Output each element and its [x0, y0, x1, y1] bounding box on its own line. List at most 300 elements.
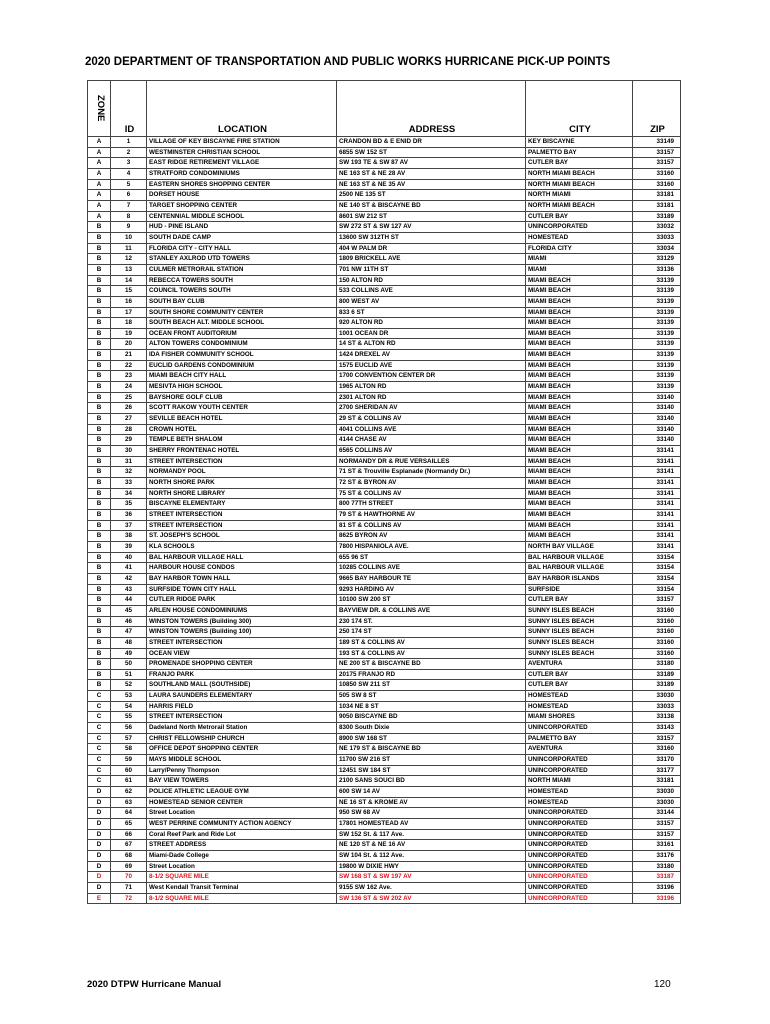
zone-header: ZONE — [88, 81, 111, 137]
zone-cell: B — [88, 616, 111, 627]
id-cell: 10 — [111, 232, 147, 243]
location-cell: STREET INTERSECTION — [147, 637, 337, 648]
zone-cell: B — [88, 243, 111, 254]
zone-cell: B — [88, 584, 111, 595]
id-cell: 69 — [111, 861, 147, 872]
location-cell: BAY HARBOR TOWN HALL — [147, 573, 337, 584]
location-cell: EAST RIDGE RETIREMENT VILLAGE — [147, 158, 337, 169]
id-cell: 42 — [111, 573, 147, 584]
location-cell: NORTH SHORE LIBRARY — [147, 488, 337, 499]
address-cell: NE 163 ST & NE 28 AV — [337, 168, 526, 179]
location-cell: SOUTH DADE CAMP — [147, 232, 337, 243]
zone-cell: B — [88, 627, 111, 638]
zone-cell: B — [88, 467, 111, 478]
zip-cell: 33141 — [633, 541, 681, 552]
zone-cell: B — [88, 339, 111, 350]
location-cell: WESTMINSTER CHRISTIAN SCHOOL — [147, 147, 337, 158]
city-cell: UNINCORPORATED — [526, 840, 633, 851]
location-cell: VILLAGE OF KEY BISCAYNE FIRE STATION — [147, 137, 337, 148]
address-cell: NE 120 ST & NE 16 AV — [337, 840, 526, 851]
zone-cell: D — [88, 819, 111, 830]
id-cell: 24 — [111, 382, 147, 393]
address-cell: 2700 SHERIDAN AV — [337, 403, 526, 414]
id-cell: 64 — [111, 808, 147, 819]
table-row — [88, 616, 681, 627]
zone-cell: B — [88, 637, 111, 648]
location-cell: ST. JOSEPH'S SCHOOL — [147, 531, 337, 542]
id-cell: 17 — [111, 307, 147, 318]
table-row — [88, 840, 681, 851]
address-cell: 2500 NE 135 ST — [337, 190, 526, 201]
city-cell: AVENTURA — [526, 659, 633, 670]
address-cell: 10850 SW 211 ST — [337, 680, 526, 691]
city-cell: MIAMI BEACH — [526, 360, 633, 371]
city-cell: MIAMI BEACH — [526, 318, 633, 329]
address-cell: 9155 SW 162 Ave. — [337, 882, 526, 893]
address-cell: 1034 NE 8 ST — [337, 701, 526, 712]
zip-cell: 33139 — [633, 296, 681, 307]
address-cell: 505 SW 8 ST — [337, 691, 526, 702]
location-cell: 8-1/2 SQUARE MILE — [147, 872, 337, 883]
id-cell: 68 — [111, 850, 147, 861]
address-cell: 20175 FRANJO RD — [337, 669, 526, 680]
id-cell: 5 — [111, 179, 147, 190]
page-title: 2020 DEPARTMENT OF TRANSPORTATION AND PUBLIC WORKS HURRICANE PICK-UP POINTS — [85, 56, 611, 68]
zone-cell: B — [88, 403, 111, 414]
address-cell: 833 6 ST — [337, 307, 526, 318]
city-cell: MIAMI BEACH — [526, 531, 633, 542]
city-cell: MIAMI BEACH — [526, 371, 633, 382]
address-cell: SW 104 St. & 112 Ave. — [337, 850, 526, 861]
city-cell: MIAMI BEACH — [526, 467, 633, 478]
table-row — [88, 541, 681, 552]
address-cell: 12451 SW 184 ST — [337, 765, 526, 776]
zip-cell: 33154 — [633, 573, 681, 584]
address-cell: 8300 South Dixie — [337, 723, 526, 734]
city-cell: MIAMI BEACH — [526, 414, 633, 425]
location-cell: SOUTH BAY CLUB — [147, 296, 337, 307]
zip-cell: 33187 — [633, 872, 681, 883]
id-cell: 22 — [111, 360, 147, 371]
id-cell: 63 — [111, 797, 147, 808]
table-row — [88, 350, 681, 361]
table-row — [88, 850, 681, 861]
address-cell: 4041 COLLINS AVE — [337, 424, 526, 435]
zone-cell: B — [88, 435, 111, 446]
table-row — [88, 765, 681, 776]
location-cell: NORMANDY POOL — [147, 467, 337, 478]
address-cell: 189 ST & COLLINS AV — [337, 637, 526, 648]
id-cell: 45 — [111, 605, 147, 616]
address-cell: 75 ST & COLLINS AV — [337, 488, 526, 499]
id-cell: 66 — [111, 829, 147, 840]
location-cell: COUNCIL TOWERS SOUTH — [147, 286, 337, 297]
id-cell: 40 — [111, 552, 147, 563]
zip-cell: 33141 — [633, 456, 681, 467]
zip-cell: 33160 — [633, 627, 681, 638]
zone-cell: B — [88, 488, 111, 499]
zip-cell: 33181 — [633, 200, 681, 211]
zone-cell: C — [88, 776, 111, 787]
id-cell: 47 — [111, 627, 147, 638]
location-cell: 8-1/2 SQUARE MILE — [147, 893, 337, 904]
location-cell: IDA FISHER COMMUNITY SCHOOL — [147, 350, 337, 361]
location-cell: SOUTH BEACH ALT. MIDDLE SCHOOL — [147, 318, 337, 329]
address-cell: 533 COLLINS AVE — [337, 286, 526, 297]
city-cell: NORTH MIAMI BEACH — [526, 168, 633, 179]
address-cell: 6855 SW 152 ST — [337, 147, 526, 158]
table-row — [88, 467, 681, 478]
zip-cell: 33129 — [633, 254, 681, 265]
table-header-row — [88, 81, 681, 137]
location-cell: SCOTT RAKOW YOUTH CENTER — [147, 403, 337, 414]
id-cell: 34 — [111, 488, 147, 499]
address-cell: 71 ST & Trouville Esplanade (Normandy Dr.) — [337, 467, 526, 478]
address-cell: 6565 COLLINS AV — [337, 446, 526, 457]
zip-cell: 33189 — [633, 680, 681, 691]
id-cell: 65 — [111, 819, 147, 830]
zip-cell: 33139 — [633, 328, 681, 339]
location-cell: CULMER METRORAIL STATION — [147, 264, 337, 275]
address-cell: SW 193 TE & SW 87 AV — [337, 158, 526, 169]
zip-cell: 33139 — [633, 339, 681, 350]
id-cell: 54 — [111, 701, 147, 712]
table-row — [88, 584, 681, 595]
city-cell: UNINCORPORATED — [526, 882, 633, 893]
address-cell: 655 96 ST — [337, 552, 526, 563]
id-cell: 20 — [111, 339, 147, 350]
location-cell: EASTERN SHORES SHOPPING CENTER — [147, 179, 337, 190]
zip-cell: 33144 — [633, 808, 681, 819]
zip-cell: 33161 — [633, 840, 681, 851]
zone-cell: D — [88, 861, 111, 872]
zone-cell: A — [88, 179, 111, 190]
address-cell: 230 174 ST. — [337, 616, 526, 627]
city-cell: CUTLER BAY — [526, 158, 633, 169]
zone-cell: B — [88, 264, 111, 275]
zip-cell: 33154 — [633, 563, 681, 574]
location-cell: PROMENADE SHOPPING CENTER — [147, 659, 337, 670]
table-row — [88, 872, 681, 883]
id-cell: 62 — [111, 787, 147, 798]
location-cell: CHRIST FELLOWSHIP CHURCH — [147, 733, 337, 744]
zip-cell: 33160 — [633, 179, 681, 190]
address-cell: NE 200 ST & BISCAYNE BD — [337, 659, 526, 670]
table-row — [88, 552, 681, 563]
address-cell: 29 ST & COLLINS AV — [337, 414, 526, 425]
table-row — [88, 254, 681, 265]
table-row — [88, 360, 681, 371]
zip-cell: 33157 — [633, 158, 681, 169]
zone-cell: B — [88, 446, 111, 457]
address-cell: 404 W PALM DR — [337, 243, 526, 254]
zip-cell: 33157 — [633, 733, 681, 744]
zip-cell: 33157 — [633, 829, 681, 840]
zone-cell: D — [88, 872, 111, 883]
zip-cell: 33033 — [633, 701, 681, 712]
address-cell: NE 140 ST & BISCAYNE BD — [337, 200, 526, 211]
table-row — [88, 296, 681, 307]
city-cell: UNINCORPORATED — [526, 723, 633, 734]
location-cell: Coral Reef Park and Ride Lot — [147, 829, 337, 840]
zone-cell: A — [88, 158, 111, 169]
table-row — [88, 137, 681, 148]
city-cell: MIAMI BEACH — [526, 392, 633, 403]
city-cell: NORTH MIAMI — [526, 776, 633, 787]
id-cell: 60 — [111, 765, 147, 776]
zip-cell: 33139 — [633, 275, 681, 286]
address-cell: NORMANDY DR & RUE VERSAILLES — [337, 456, 526, 467]
id-cell: 44 — [111, 595, 147, 606]
zone-cell: A — [88, 147, 111, 158]
zip-cell: 33030 — [633, 787, 681, 798]
city-cell: MIAMI SHORES — [526, 712, 633, 723]
zip-cell: 33141 — [633, 467, 681, 478]
location-cell: WINSTON TOWERS (Building 100) — [147, 627, 337, 638]
id-cell: 25 — [111, 392, 147, 403]
zip-cell: 33157 — [633, 147, 681, 158]
table-row — [88, 882, 681, 893]
table-row — [88, 648, 681, 659]
city-cell: MIAMI BEACH — [526, 339, 633, 350]
city-cell: MIAMI BEACH — [526, 328, 633, 339]
address-cell: 9050 BISCAYNE BD — [337, 712, 526, 723]
city-cell: MIAMI BEACH — [526, 275, 633, 286]
location-cell: KLA SCHOOLS — [147, 541, 337, 552]
address-cell: 2100 SANS SOUCI BD — [337, 776, 526, 787]
zone-cell: B — [88, 222, 111, 233]
address-cell: 920 ALTON RD — [337, 318, 526, 329]
id-cell: 3 — [111, 158, 147, 169]
location-cell: FLORIDA CITY - CITY HALL — [147, 243, 337, 254]
table-row — [88, 595, 681, 606]
city-cell: MIAMI BEACH — [526, 435, 633, 446]
id-cell: 11 — [111, 243, 147, 254]
pickup-points-table — [87, 80, 681, 904]
zip-cell: 33034 — [633, 243, 681, 254]
table-row — [88, 637, 681, 648]
city-cell: FLORIDA CITY — [526, 243, 633, 254]
zip-cell: 33141 — [633, 446, 681, 457]
table-row — [88, 232, 681, 243]
id-cell: 56 — [111, 723, 147, 734]
zone-cell: C — [88, 744, 111, 755]
id-cell: 61 — [111, 776, 147, 787]
zone-cell: B — [88, 531, 111, 542]
location-cell: STREET INTERSECTION — [147, 509, 337, 520]
address-cell: 72 ST & BYRON AV — [337, 478, 526, 489]
city-cell: UNINCORPORATED — [526, 850, 633, 861]
zone-cell: B — [88, 286, 111, 297]
zip-cell: 33140 — [633, 435, 681, 446]
id-cell: 57 — [111, 733, 147, 744]
zone-cell: B — [88, 350, 111, 361]
id-cell: 58 — [111, 744, 147, 755]
zone-cell: B — [88, 659, 111, 670]
address-cell: 7800 HISPANIOLA AVE. — [337, 541, 526, 552]
location-cell: BAY VIEW TOWERS — [147, 776, 337, 787]
address-cell: 1809 BRICKELL AVE — [337, 254, 526, 265]
zone-cell: B — [88, 552, 111, 563]
address-cell: 150 ALTON RD — [337, 275, 526, 286]
table-row — [88, 243, 681, 254]
zip-cell: 33139 — [633, 371, 681, 382]
location-cell: BISCAYNE ELEMENTARY — [147, 499, 337, 510]
table-row — [88, 680, 681, 691]
location-cell: STANLEY AXLROD UTD TOWERS — [147, 254, 337, 265]
table-row — [88, 307, 681, 318]
address-cell: 10285 COLLINS AVE — [337, 563, 526, 574]
zone-cell: B — [88, 414, 111, 425]
city-cell: MIAMI BEACH — [526, 509, 633, 520]
zone-cell: D — [88, 840, 111, 851]
table-row — [88, 190, 681, 201]
zone-cell: B — [88, 456, 111, 467]
location-cell: REBECCA TOWERS SOUTH — [147, 275, 337, 286]
zip-cell: 33139 — [633, 360, 681, 371]
zone-cell: B — [88, 360, 111, 371]
zip-cell: 33177 — [633, 765, 681, 776]
table-row — [88, 446, 681, 457]
table-row — [88, 456, 681, 467]
location-cell: SOUTHLAND MALL (SOUTHSIDE) — [147, 680, 337, 691]
zip-cell: 33160 — [633, 648, 681, 659]
zone-cell: B — [88, 296, 111, 307]
city-cell: BAL HARBOUR VILLAGE — [526, 563, 633, 574]
table-row — [88, 414, 681, 425]
id-cell: 27 — [111, 414, 147, 425]
id-cell: 51 — [111, 669, 147, 680]
address-cell: SW 272 ST & SW 127 AV — [337, 222, 526, 233]
location-cell: SOUTH SHORE COMMUNITY CENTER — [147, 307, 337, 318]
address-cell: 4144 CHASE AV — [337, 435, 526, 446]
location-cell: BAL HARBOUR VILLAGE HALL — [147, 552, 337, 563]
address-cell: 193 ST & COLLINS AV — [337, 648, 526, 659]
location-cell: SEVILLE BEACH HOTEL — [147, 414, 337, 425]
zip-cell: 33139 — [633, 318, 681, 329]
location-cell: LAURA SAUNDERS ELEMENTARY — [147, 691, 337, 702]
table-row — [88, 488, 681, 499]
id-cell: 59 — [111, 755, 147, 766]
zip-cell: 33154 — [633, 552, 681, 563]
address-cell: 14 ST & ALTON RD — [337, 339, 526, 350]
address-header: ADDRESS — [337, 81, 526, 137]
zone-cell: D — [88, 797, 111, 808]
zone-cell: B — [88, 318, 111, 329]
city-cell: UNINCORPORATED — [526, 861, 633, 872]
address-cell: 8601 SW 212 ST — [337, 211, 526, 222]
city-cell: UNINCORPORATED — [526, 872, 633, 883]
location-cell: STREET INTERSECTION — [147, 520, 337, 531]
id-cell: 26 — [111, 403, 147, 414]
id-cell: 36 — [111, 509, 147, 520]
table-row — [88, 744, 681, 755]
zone-cell: D — [88, 850, 111, 861]
table-row — [88, 158, 681, 169]
city-cell: CUTLER BAY — [526, 680, 633, 691]
zone-cell: E — [88, 893, 111, 904]
id-cell: 1 — [111, 137, 147, 148]
location-cell: ARLEN HOUSE CONDOMINIUMS — [147, 605, 337, 616]
zone-cell: B — [88, 307, 111, 318]
zip-cell: 33160 — [633, 744, 681, 755]
city-cell: MIAMI BEACH — [526, 403, 633, 414]
zone-cell: A — [88, 168, 111, 179]
id-cell: 13 — [111, 264, 147, 275]
zip-cell: 33157 — [633, 595, 681, 606]
id-cell: 30 — [111, 446, 147, 457]
zone-cell: B — [88, 648, 111, 659]
id-cell: 46 — [111, 616, 147, 627]
table-row — [88, 733, 681, 744]
location-cell: CUTLER RIDGE PARK — [147, 595, 337, 606]
address-cell: 1965 ALTON RD — [337, 382, 526, 393]
zip-cell: 33160 — [633, 637, 681, 648]
city-cell: UNINCORPORATED — [526, 765, 633, 776]
city-cell: UNINCORPORATED — [526, 222, 633, 233]
address-cell: 79 ST & HAWTHORNE AV — [337, 509, 526, 520]
city-cell: MIAMI — [526, 264, 633, 275]
address-cell: 600 SW 14 AV — [337, 787, 526, 798]
address-cell: 800 WEST AV — [337, 296, 526, 307]
zip-cell: 33160 — [633, 616, 681, 627]
city-cell: MIAMI BEACH — [526, 382, 633, 393]
zone-cell: B — [88, 605, 111, 616]
address-cell: 8625 BYRON AV — [337, 531, 526, 542]
city-cell: UNINCORPORATED — [526, 893, 633, 904]
id-cell: 53 — [111, 691, 147, 702]
table-row — [88, 318, 681, 329]
zone-cell: B — [88, 680, 111, 691]
city-cell: MIAMI BEACH — [526, 446, 633, 457]
id-cell: 7 — [111, 200, 147, 211]
zip-cell: 33139 — [633, 286, 681, 297]
city-cell: BAY HARBOR ISLANDS — [526, 573, 633, 584]
zip-cell: 33141 — [633, 520, 681, 531]
location-cell: Larry/Penny Thompson — [147, 765, 337, 776]
zone-cell: D — [88, 829, 111, 840]
zip-cell: 33170 — [633, 755, 681, 766]
address-cell: NE 16 ST & KROME AV — [337, 797, 526, 808]
zip-cell: 33189 — [633, 211, 681, 222]
location-cell: OCEAN VIEW — [147, 648, 337, 659]
table-row — [88, 808, 681, 819]
city-cell: HOMESTEAD — [526, 232, 633, 243]
location-cell: NORTH SHORE PARK — [147, 478, 337, 489]
id-cell: 71 — [111, 882, 147, 893]
zip-cell: 33196 — [633, 893, 681, 904]
zip-cell: 33030 — [633, 797, 681, 808]
zip-cell: 33176 — [633, 850, 681, 861]
city-cell: MIAMI BEACH — [526, 296, 633, 307]
zip-cell: 33154 — [633, 584, 681, 595]
zip-cell: 33157 — [633, 819, 681, 830]
location-cell: MIAMI BEACH CITY HALL — [147, 371, 337, 382]
id-cell: 32 — [111, 467, 147, 478]
id-cell: 8 — [111, 211, 147, 222]
zone-cell: B — [88, 509, 111, 520]
zip-cell: 33139 — [633, 382, 681, 393]
address-cell: 1424 DREXEL AV — [337, 350, 526, 361]
address-cell: 17801 HOMESTEAD AV — [337, 819, 526, 830]
location-cell: CROWN HOTEL — [147, 424, 337, 435]
location-cell: STREET INTERSECTION — [147, 712, 337, 723]
id-cell: 50 — [111, 659, 147, 670]
location-cell: MAYS MIDDLE SCHOOL — [147, 755, 337, 766]
address-cell: 2301 ALTON RD — [337, 392, 526, 403]
city-header: CITY — [526, 81, 633, 137]
zone-cell: B — [88, 382, 111, 393]
